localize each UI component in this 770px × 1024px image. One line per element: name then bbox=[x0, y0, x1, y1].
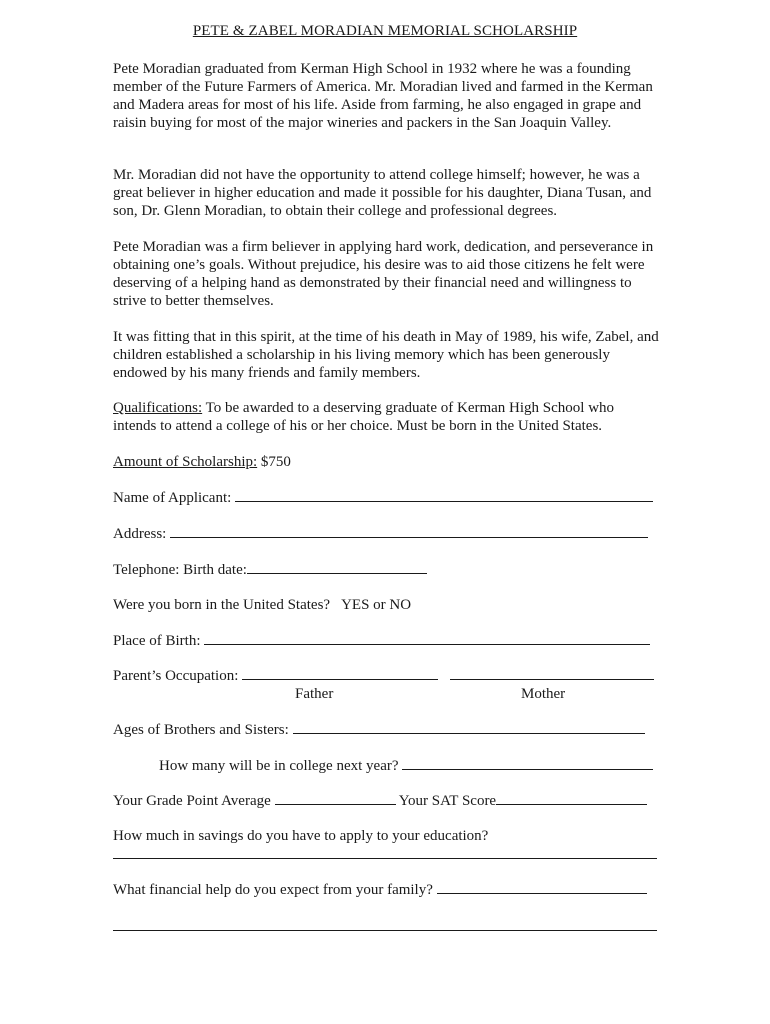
birthplace-label: Place of Birth: bbox=[113, 633, 205, 649]
birth-date-field[interactable] bbox=[247, 560, 427, 574]
born-us-row bbox=[113, 596, 411, 614]
family-help-row bbox=[113, 880, 647, 899]
siblings-label: Ages of Brothers and Sisters: bbox=[113, 722, 293, 738]
applicant-label: Name of Applicant: bbox=[113, 490, 236, 506]
address-field[interactable] bbox=[170, 524, 648, 538]
born-us-label: Were you born in the United States? bbox=[113, 597, 331, 613]
amount-label: Amount of Scholarship: bbox=[113, 454, 258, 470]
college-next-year-label: How many will be in college next year? bbox=[159, 758, 403, 774]
telephone-row bbox=[113, 560, 427, 579]
page-title: PETE & ZABEL MORADIAN MEMORIAL SCHOLARSHIP bbox=[192, 23, 578, 39]
mother-label: Mother bbox=[521, 686, 566, 702]
birthplace-field[interactable] bbox=[204, 631, 650, 645]
bio-paragraph-3: Pete Moradian was a firm believer in applying hard work, dedication, and perseverance in obtaining one’s goals. Without prejudice, his desire was to aid those citizens he felt were deserving of a helping hand as demonstrated by their financial need and willingness to strive to better themselves. bbox=[113, 239, 654, 309]
bio-paragraph-1: Pete Moradian graduated from Kerman High School in 1932 where he was a founding member of the Future Farmers of America. Mr. Moradian lived and farmed in the Kerman and Madera areas for most of his life. Aside from farming, he also engaged in grape and raisin buying for most of the major wineries and packers in the San Joaquin Valley. bbox=[113, 61, 653, 131]
bio-paragraph-2: Mr. Moradian did not have the opportunity to attend college himself; however, he was a great believer in higher education and made it possible for his daughter, Diana Tusan, and son, Dr. Glenn Moradian, to obtain their college and professional degrees. bbox=[113, 167, 652, 219]
amount-value: $750 bbox=[257, 454, 291, 470]
gpa-label: Your Grade Point Average bbox=[113, 793, 275, 809]
father-occupation-field[interactable] bbox=[242, 666, 438, 680]
family-help-label: What financial help do you expect from your family? bbox=[113, 882, 437, 898]
qualifications-paragraph bbox=[113, 399, 661, 435]
siblings-ages-field[interactable] bbox=[293, 720, 645, 734]
college-next-year-field[interactable] bbox=[402, 756, 653, 770]
father-label: Father bbox=[295, 686, 334, 702]
parent-occupation-row bbox=[113, 666, 654, 685]
birthplace-row bbox=[113, 631, 650, 650]
sat-score-field[interactable] bbox=[496, 791, 647, 805]
bio-paragraph-4: It was fitting that in this spirit, at the time of his death in May of 1989, his wife, Zabel, and children established a scholarship in his living memory which has been generously endowed by his many friends and family members. bbox=[113, 329, 659, 381]
born-us-options[interactable]: YES or NO bbox=[341, 597, 412, 613]
address-row bbox=[113, 524, 648, 543]
savings-field[interactable] bbox=[113, 858, 657, 859]
college-next-year-row bbox=[159, 756, 653, 775]
telephone-birthdate-label: Telephone: Birth date: bbox=[113, 562, 247, 578]
siblings-row bbox=[113, 720, 645, 739]
mother-occupation-field[interactable] bbox=[450, 666, 654, 680]
gpa-field[interactable] bbox=[275, 791, 396, 805]
applicant-name-field[interactable] bbox=[235, 488, 653, 502]
savings-label: How much in savings do you have to apply to your education? bbox=[113, 828, 489, 844]
amount-line bbox=[113, 453, 291, 471]
grades-row bbox=[113, 791, 647, 810]
qualifications-text: To be awarded to a deserving graduate of Kerman High School who intends to attend a college of his or her choice. Must be born in the United States. bbox=[113, 400, 615, 434]
applicant-row bbox=[113, 488, 653, 507]
parent-occupation-label: Parent’s Occupation: bbox=[113, 668, 243, 684]
qualifications-label: Qualifications: bbox=[113, 400, 203, 416]
sat-label: Your SAT Score bbox=[395, 793, 497, 809]
family-help-extra-line[interactable] bbox=[113, 930, 657, 931]
address-label: Address: bbox=[113, 526, 171, 542]
family-help-field[interactable] bbox=[437, 880, 647, 894]
